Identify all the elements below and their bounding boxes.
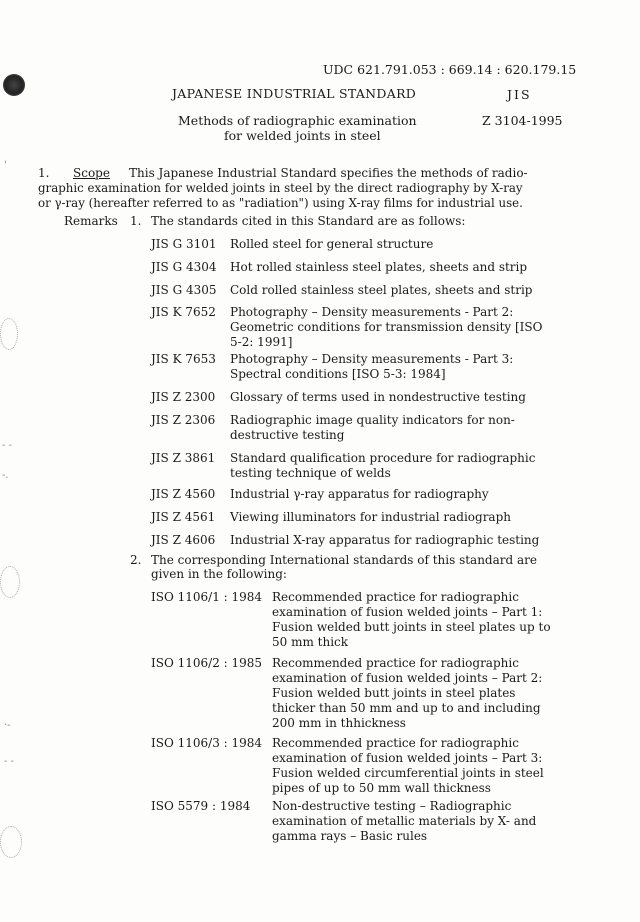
iso-reference-title-line: Fusion welded butt joints in steel plates up to xyxy=(272,620,551,634)
jis-reference-title-line: Geometric conditions for transmission density [ISO xyxy=(230,320,543,334)
doc-title-line1: Methods of radiographic examination xyxy=(178,113,417,128)
standard-org-title: JAPANESE INDUSTRIAL STANDARD xyxy=(172,86,417,101)
binding-mark xyxy=(0,826,22,858)
remark-2-number: 2. xyxy=(130,553,142,567)
scan-speck: - - xyxy=(2,440,12,451)
jis-reference-title-line: Spectral conditions [ISO 5-3: 1984] xyxy=(230,367,446,381)
iso-reference-title-line: examination of metallic materials by X- and xyxy=(272,814,537,828)
jis-reference-title-line: Cold rolled stainless steel plates, sheets and strip xyxy=(230,283,533,297)
jis-reference-code: JIS Z 3861 xyxy=(151,451,216,465)
doc-title-line2: for welded joints in steel xyxy=(224,128,381,143)
iso-reference-title-line: examination of fusion welded joints – Part 1: xyxy=(272,605,543,619)
scope-line-2: graphic examination for welded joints in steel by the direct radiography by X-ray xyxy=(38,181,523,195)
jis-reference-code: JIS Z 4606 xyxy=(151,533,216,547)
iso-reference-code: ISO 1106/3 : 1984 xyxy=(151,736,263,750)
remark-1-text: The standards cited in this Standard are as follows: xyxy=(151,214,466,228)
doc-number: Z 3104-1995 xyxy=(482,113,563,128)
iso-reference-title-line: thicker than 50 mm and up to and including xyxy=(272,701,541,715)
jis-reference-title-line: Viewing illuminators for industrial radiograph xyxy=(230,510,511,524)
remark-2-line-2: given in the following: xyxy=(151,567,287,581)
jis-reference-code: JIS Z 2306 xyxy=(151,413,216,427)
remarks-label: Remarks xyxy=(64,214,118,228)
scan-speck: - - xyxy=(4,756,14,767)
jis-reference-title-line: Radiographic image quality indicators for non- xyxy=(230,413,515,427)
iso-reference-code: ISO 1106/1 : 1984 xyxy=(151,590,263,604)
iso-reference-title-line: Recommended practice for radiographic xyxy=(272,736,519,750)
jis-reference-title-line: Industrial γ-ray apparatus for radiography xyxy=(230,487,489,501)
jis-reference-title-line: Photography – Density measurements - Part 3: xyxy=(230,352,514,366)
iso-reference-title-line: examination of fusion welded joints – Part 2: xyxy=(272,671,543,685)
iso-reference-title-line: Recommended practice for radiographic xyxy=(272,656,519,670)
scope-number: 1. xyxy=(38,166,50,180)
jis-reference-title-line: 5-2: 1991] xyxy=(230,335,293,349)
jis-reference-code: JIS Z 2300 xyxy=(151,390,216,404)
jis-logo: JIS xyxy=(507,87,532,102)
scope-line-1: This Japanese Industrial Standard specifies the methods of radio- xyxy=(129,166,528,180)
jis-reference-code: JIS K 7653 xyxy=(151,352,216,366)
iso-reference-title-line: gamma rays – Basic rules xyxy=(272,829,428,843)
iso-reference-code: ISO 1106/2 : 1985 xyxy=(151,656,263,670)
jis-reference-title-line: Standard qualification procedure for radiographic xyxy=(230,451,536,465)
punch-hole-mark xyxy=(3,74,25,96)
iso-reference-title-line: Non-destructive testing – Radiographic xyxy=(272,799,512,813)
iso-reference-code: ISO 5579 : 1984 xyxy=(151,799,251,813)
scope-line-3: or γ-ray (hereafter referred to as "radiation") using X-ray films for industrial use. xyxy=(38,196,523,210)
iso-reference-title-line: 50 mm thick xyxy=(272,635,349,649)
udc-code: UDC 621.791.053 : 669.14 : 620.179.15 xyxy=(323,62,577,77)
jis-reference-code: JIS G 3101 xyxy=(151,237,217,251)
iso-reference-title-line: examination of fusion welded joints – Part 3: xyxy=(272,751,543,765)
jis-reference-code: JIS G 4305 xyxy=(151,283,217,297)
jis-reference-title-line: Hot rolled stainless steel plates, sheets and strip xyxy=(230,260,528,274)
iso-reference-title-line: 200 mm in thhickness xyxy=(272,716,406,730)
remark-2-line-1: The corresponding International standards of this standard are xyxy=(151,553,537,567)
scan-speck: ' xyxy=(4,160,7,171)
binding-mark xyxy=(0,566,20,598)
jis-reference-code: JIS K 7652 xyxy=(151,305,216,319)
iso-reference-title-line: Fusion welded butt joints in steel plates xyxy=(272,686,516,700)
jis-reference-title-line: Photography – Density measurements - Part 2: xyxy=(230,305,514,319)
iso-reference-title-line: Recommended practice for radiographic xyxy=(272,590,519,604)
jis-reference-title-line: testing technique of welds xyxy=(230,466,391,480)
scan-speck: -. xyxy=(2,470,9,481)
jis-reference-title-line: destructive testing xyxy=(230,428,345,442)
jis-reference-code: JIS Z 4560 xyxy=(151,487,216,501)
iso-reference-title-line: Fusion welded circumferential joints in steel xyxy=(272,766,544,780)
jis-reference-title-line: Glossary of terms used in nondestructive testing xyxy=(230,390,526,404)
binding-mark xyxy=(0,318,18,350)
scan-speck: ·- xyxy=(4,720,11,731)
iso-reference-title-line: pipes of up to 50 mm wall thickness xyxy=(272,781,491,795)
jis-reference-title-line: Rolled steel for general structure xyxy=(230,237,434,251)
scope-heading: Scope xyxy=(73,166,110,180)
jis-reference-code: JIS Z 4561 xyxy=(151,510,216,524)
jis-reference-title-line: Industrial X-ray apparatus for radiographic testing xyxy=(230,533,540,547)
jis-reference-code: JIS G 4304 xyxy=(151,260,217,274)
remark-1-number: 1. xyxy=(130,214,142,228)
